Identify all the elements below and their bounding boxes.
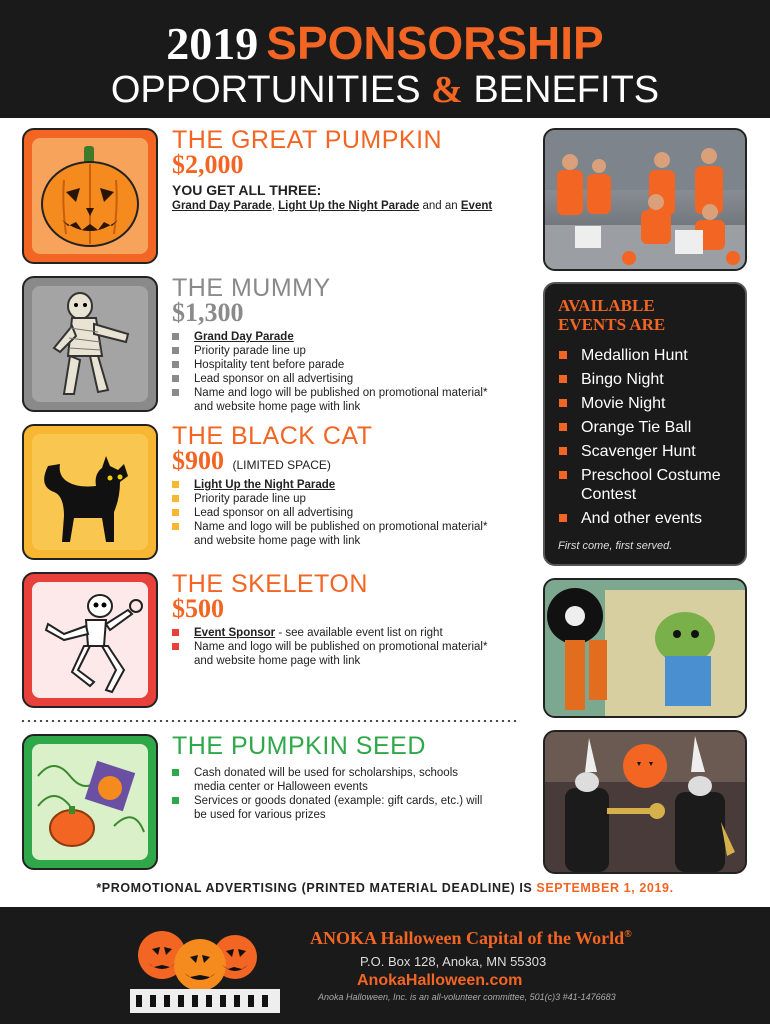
list-item: Lead sponsor on all advertising [172,506,512,520]
list-item: Event Sponsor - see available event list on right [172,626,512,640]
page-subtitle [0,68,770,112]
costume-contest-photo-art [545,580,745,716]
pumpkins-logo [130,915,280,1015]
footer-note: Anoka Halloween, Inc. is an all-volunteer committee, 501(c)3 #41-1476683 [318,992,616,1002]
tier-great-pumpkin-lead: YOU GET ALL THREE: [172,182,322,198]
pumpkin-patch-icon [24,736,156,868]
events-list [557,346,737,533]
list-item: Name and logo will be published on promotional material* and website home page with link [172,386,504,414]
tier-black-cat-price-note: (LIMITED SPACE) [232,458,331,472]
detail-sep2: and an [419,200,461,212]
registered-mark: ® [624,929,632,940]
footnote-text: *PROMOTIONAL ADVERTISING (PRINTED MATERIAL DEADLINE) IS [96,881,537,895]
list-item: Services or goods donated (example: gift cards, etc.) will be used for various prizes [172,794,494,822]
list-item: Medallion Hunt [557,346,737,365]
tier-black-cat-price: $900 [172,446,224,475]
mummy-image [22,276,158,412]
jack-o-lantern-icon [24,130,156,262]
list-item: Preschool Costume Contest [557,466,737,504]
list-item: Priority parade line up [172,492,512,506]
events-title [558,296,665,334]
pumpkin-trio-icon [130,915,280,1015]
events-title-line1: AVAILABLE [558,296,655,315]
costume-contest-photo [543,578,747,718]
marching-band-photo [543,730,747,874]
black-cat-image [22,424,158,560]
subtitle-part2: BENEFITS [473,69,660,111]
events-note: First come, first served. [558,540,673,552]
list-item: Bingo Night [557,370,737,389]
events-title-line2: EVENTS ARE [558,315,666,334]
tier-mummy-price: $1,300 [172,298,244,327]
detail-sep1: , [271,200,279,212]
list-item: Hospitality tent before parade [172,358,512,372]
subtitle-part1: OPPORTUNITIES [110,69,421,111]
volunteers-photo [543,128,747,271]
pumpkin-seed-image [22,734,158,870]
page-title [0,16,770,70]
marching-band-photo-art [545,732,745,872]
deadline-footnote [0,881,770,895]
list-item: Priority parade line up [172,344,512,358]
footnote-date: SEPTEMBER 1, 2019. [536,881,674,895]
footer-address: P.O. Box 128, Anoka, MN 55303 [360,954,547,969]
list-item: And other events [557,509,737,528]
list-item: Cash donated will be used for scholarships, schools media center or Halloween events [172,766,464,794]
footer-website-link[interactable]: AnokaHalloween.com [357,972,523,989]
detail-light-up-parade: Light Up the Night Parade [278,200,420,212]
subtitle-ampersand: & [431,69,463,111]
tier-great-pumpkin-price: $2,000 [172,150,244,179]
volunteers-photo-art [545,130,745,269]
list-item: Movie Night [557,394,737,413]
tier-pumpkin-seed-title: THE PUMPKIN SEED [172,732,426,760]
footer-org-name [310,928,632,949]
detail-event: Event [460,200,493,212]
tier-great-pumpkin-detail [172,200,492,212]
tier-black-cat-benefits [172,478,512,548]
list-item: Name and logo will be published on promotional material* and website home page with link [172,640,504,668]
tier-pumpkin-seed-benefits [172,766,492,822]
great-pumpkin-image [22,128,158,264]
list-item: Scavenger Hunt [557,442,737,461]
section-divider [20,720,520,722]
list-item: Name and logo will be published on promotional material* and website home page with link [172,520,504,548]
skeleton-image [22,572,158,708]
list-item: Orange Tie Ball [557,418,737,437]
tier-black-cat-title: THE BLACK CAT [172,422,373,450]
tier-black-cat-price-row [172,446,331,476]
tier-skeleton-price: $500 [172,594,224,623]
footer-org-text: ANOKA Halloween Capital of the World [310,928,625,948]
list-item: Lead sponsor on all advertising [172,372,512,386]
mummy-icon [24,278,156,410]
list-item: Grand Day Parade [172,330,512,344]
tier-great-pumpkin-title: THE GREAT PUMPKIN [172,126,443,154]
tier-mummy-title: THE MUMMY [172,274,331,302]
tier-mummy-benefits [172,330,512,414]
title-word: SPONSORSHIP [266,17,604,69]
skeleton-icon [24,574,156,706]
list-item: Light Up the Night Parade [172,478,512,492]
detail-grand-day-parade: Grand Day Parade [172,200,272,212]
tier-skeleton-benefits [172,626,512,668]
title-year: 2019 [166,18,259,69]
tier-skeleton-title: THE SKELETON [172,570,368,598]
black-cat-icon [24,426,156,558]
